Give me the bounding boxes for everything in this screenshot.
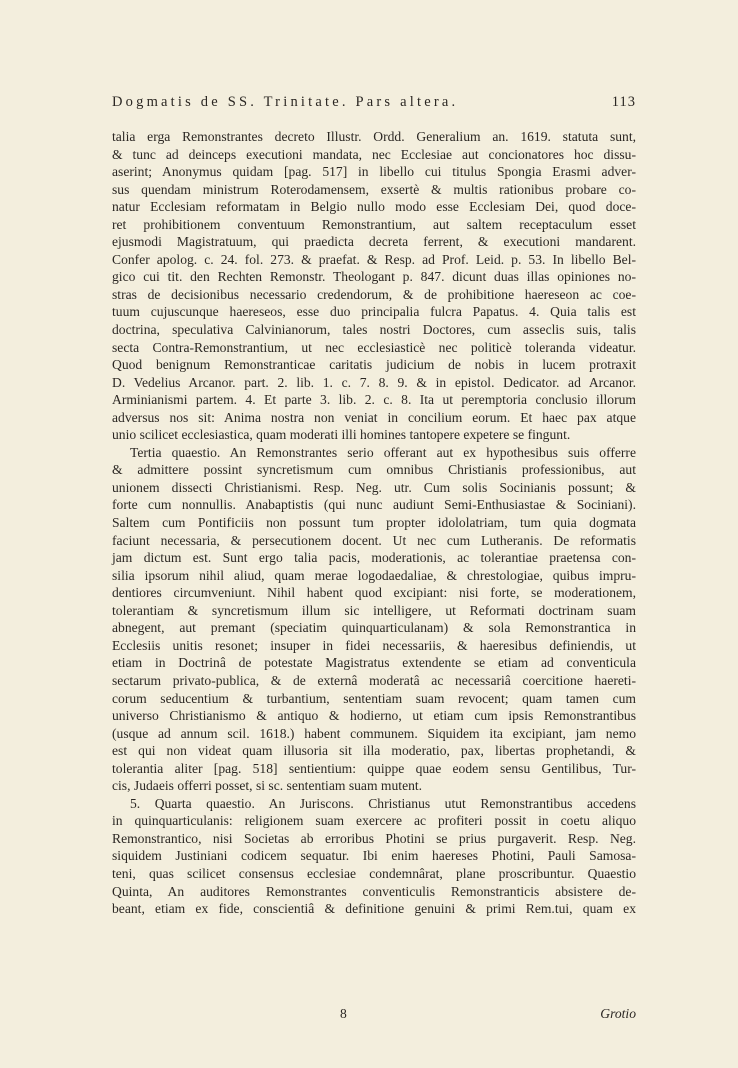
text-line: silia ipsorum nihil aliud, quam merae logodaedaliae, & chrestologiae, quibus impru- — [112, 567, 636, 583]
text-line: Tertia quaestio. An Remonstrantes serio offerant aut ex hypothesibus suis offerre — [130, 444, 636, 460]
running-header — [112, 94, 636, 111]
body-text — [112, 128, 636, 918]
text-line: gico cui tit. den Rechten Remonstr. Theologant p. 847. dicunt duas illas opiniones no- — [112, 269, 636, 285]
text-line: etiam in Doctrinâ de potestate Magistratus extendente se etiam ad conventicula — [112, 655, 636, 671]
text-line: Arminianismi partem. 4. Et parte 3. lib. 2. c. 8. Ita ut peremptoria conclusio illorum — [112, 392, 636, 408]
text-line: corum seducentium & turbantium, sententiam suam revocent; quam tamen cum — [112, 690, 636, 706]
text-line: (usque ad annum scil. 1618.) habent communem. Siquidem ita excipiant, jam nemo — [112, 725, 636, 741]
text-line: faciunt necessaria, & persecutionem docent. Ut nec cum Lutheranis. De reformatis — [112, 532, 636, 548]
text-line: Quod benignum Remonstranticae caritatis judicium de nobis in lucem protraxit — [112, 357, 636, 373]
text-line: Quinta, An auditores Remonstrantes conventiculis Remonstranticis absistere de- — [112, 883, 636, 899]
text-line: Ecclesiis unitis resonet; insuper in fidei necessariis, & haeresibus definiendis, ut — [112, 637, 636, 653]
catchword: Grotio — [600, 1006, 636, 1021]
text-line: talia erga Remonstrantes decreto Illustr. Ordd. Generalium an. 1619. statuta sunt, — [112, 129, 636, 144]
text-line: ret prohibitionem conventuum Remonstrantium, aut saltem receptaculum esset — [112, 216, 636, 232]
text-line: sectarum privato-publica, & de externâ moderatâ ac necessariâ coercitione haereti- — [112, 672, 636, 688]
signature-mark: 8 — [340, 1006, 347, 1021]
text-line: unionem dissecti Christianismi. Resp. Neg. utr. Cum solis Socinianis possunt; & — [112, 479, 636, 495]
text-line: doctrina, speculativa Calvinianorum, tales nostri Doctores, cum asseclis suis, talis — [112, 322, 636, 338]
text-line: stras de decisionibus necessario credendorum, & de prohibitione haereseon ac coe- — [112, 286, 636, 302]
text-line: unio scilicet ecclesiastica, quam moderati illi homines tantopere expetere se fingunt. — [112, 427, 571, 443]
text-line: Saltem cum Pontificiis non possunt tum propter idololatriam, tum quia dogmata — [112, 515, 636, 531]
text-line: universo Christianismo & antiquo & hodierno, ut etiam cum ipsis Remonstrantibus — [112, 708, 636, 724]
text-line: est qui non videat quam illusoria sit illa moderatio, pax, libertas prophetandi, & — [112, 743, 636, 759]
text-line: ejusmodi Magistratuum, qui praedicta decreta ferrent, & executioni mandarent. — [112, 234, 636, 250]
running-title: Dogmatis de SS. Trinitate. Pars altera. — [112, 94, 459, 110]
text-line: natur Ecclesiam reformatam in Belgio nullo modo esse Ecclesiam Dei, quod doce- — [112, 199, 636, 215]
text-line: beant, etiam ex fide, conscientiâ & definitione genuini & primi Rem.tui, quam ex — [112, 901, 636, 917]
text-line: abnegent, aut premant (speciatim quinquarticulanam) & sola Remonstrantica in — [112, 620, 636, 636]
text-line: jam dictum est. Sunt ergo talia pacis, moderationis, ac tolerantiae praetensa con- — [112, 550, 636, 566]
text-line: 5. Quarta quaestio. An Juriscons. Christianus utut Remonstrantibus accedens — [130, 795, 636, 811]
text-line: aserint; Anonymus quidam [pag. 517] in libello cui titulus Spongia Erasmi adver- — [112, 164, 636, 180]
text-line: secta Contra-Remonstrantium, ut nec ecclesiasticè nec politicè toleranda videatur. — [112, 339, 636, 355]
text-line: Confer apolog. c. 24. fol. 273. & praefat. & Resp. ad Prof. Leid. p. 53. In libello Bel- — [112, 251, 636, 267]
text-line: tolerantia aliter [pag. 518] sentientium: quippe quae eodem sensu Gentilibus, Tur- — [112, 760, 636, 776]
text-line: adversus nos sit: Anima nostra non veniat in concilium eorum. Et haec pax atque — [112, 409, 636, 425]
text-line: & admittere possint syncretismum cum omnibus Christianis professionibus, aut — [112, 462, 636, 478]
text-line: forte cum nonnullis. Anabaptistis (qui nunc audiunt Semi-Enthusiastae & Sociniani). — [112, 497, 636, 513]
text-line: Remonstrantico, nisi Societas ab erroribus Photini se prius purgaverit. Resp. Neg. — [112, 830, 636, 846]
text-line: siquidem Justiniani codicem sequatur. Ibi enim haereses Photini, Pauli Samosa- — [112, 848, 636, 864]
text-line: teni, quas scilicet consensus ecclesiae condemnârat, plane proscribuntur. Quaestio — [112, 865, 636, 881]
text-line: in quinquarticulanis: religionem suam exercere ac profiteri possit in coetu aliquo — [112, 813, 636, 829]
text-line: cis, Judaeis offerri posset, si sc. sententiam suam mutent. — [112, 778, 423, 794]
text-line: tolerantiam & syncretismum illum sic intelligere, ut Reformati doctrinam suam — [112, 602, 636, 618]
text-line: sus quendam ministrum Roterodamensem, exsertè & multis rationibus probare co- — [112, 181, 636, 197]
text-line: dentiores circumveniunt. Nihil habent quod excipiant: nisi forte, se moderationem, — [112, 585, 636, 601]
page-number: 113 — [611, 94, 636, 110]
text-line: D. Vedelius Arcanor. part. 2. lib. 1. c. 7. 8. 9. & in epistol. Dedicator. ad Arcanor. — [112, 374, 636, 390]
text-line: & tunc ad deinceps executioni mandata, nec Ecclesiae aut concionatores hoc dissu- — [112, 146, 636, 162]
text-line: tuum cujuscunque haereseos, esse duo principalia fulcra Papatus. 4. Quia talis est — [112, 304, 636, 320]
